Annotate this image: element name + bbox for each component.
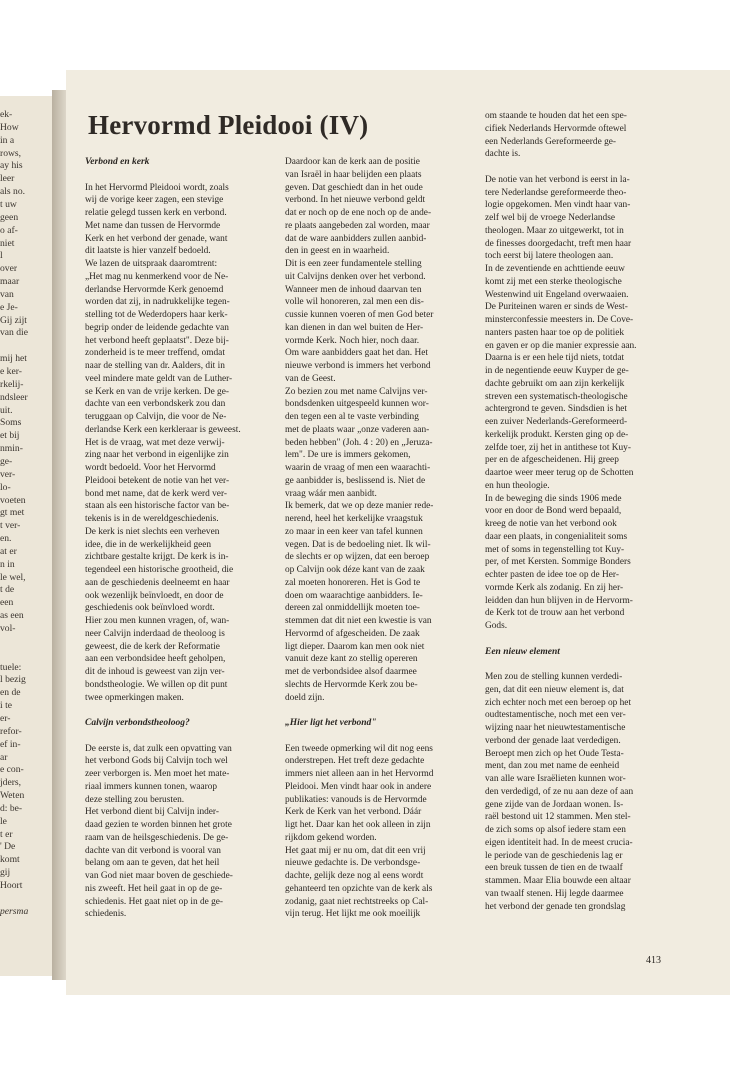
facing-page-fragment: le wel, (0, 571, 26, 583)
facing-page-fragment: ge- (0, 455, 13, 467)
facing-page-fragment: Weten (0, 790, 25, 802)
text-line: aan een verbondsidee heeft geholpen, (85, 654, 226, 665)
text-line: verbond. In het nieuwe verbond geldt (285, 195, 426, 206)
text-line: volle wil honoreren, zal men een dis- (285, 297, 424, 308)
paragraph-gap (485, 658, 671, 671)
text-line: zeer verborgen is. Men moet het mate- (85, 769, 230, 779)
facing-page-fragment: o af- (0, 224, 18, 236)
text-line: op Calvijn ook déze kant van de zaak (285, 565, 425, 575)
text-line: doeld zijn. (285, 692, 325, 703)
text-line: In de beweging die sinds 1906 mede (485, 493, 622, 504)
facing-page-fragment: leer (0, 173, 15, 185)
facing-page-fragment: ndsleer (0, 391, 28, 403)
page-number: 413 (646, 955, 661, 966)
text-line: de slechts er op wijzen, dat een beroep (285, 552, 430, 563)
facing-page-fragment: t ver- (0, 520, 21, 532)
text-line: theologen. Maar zo uitgewerkt, tot in (485, 225, 624, 236)
text-line: van God niet maar boven de geschiede- (85, 871, 233, 881)
facing-page-fragment: ef in- (0, 738, 21, 750)
text-line: gene zijde van de Jordaan wonen. Is- (485, 799, 624, 810)
facing-page-fragment: i te (0, 700, 12, 712)
column-2 (285, 156, 471, 921)
text-line: vormde Kerk. Noch hier, noch daar. (285, 335, 420, 346)
text-line: voor en door de Bond werd bepaald, (485, 506, 622, 517)
text-line: de Kerk tot de trouw aan het verbond (485, 608, 625, 619)
text-line: achtergrond te geven. Sindsdien is het (485, 404, 628, 415)
article-title: Hervormd Pleidooi (IV) (88, 110, 369, 140)
text-line: onderstrepen. Het treft deze gedachte (285, 756, 425, 767)
facing-page-fragment: jders, (0, 777, 22, 789)
text-line: minsterconfessie meesters in. De Cove- (485, 315, 634, 325)
text-line: leidden dan hun blijven in de Hervorm- (485, 595, 633, 606)
text-line: Daardoor kan de kerk aan de positie (285, 157, 420, 167)
facing-page-fragment: rows, (0, 147, 22, 159)
text-line: teruggaan op Calvijn, die voor de Ne- (85, 412, 227, 422)
facing-page-fragment: een (0, 597, 14, 609)
text-line: eigen identiteit had. In de meest crucia- (485, 837, 633, 848)
text-line: geschiedenis ook beïnvloed wordt. (85, 603, 215, 614)
text-line: immers niet alleen aan in het Hervormd (285, 769, 434, 779)
facing-page-fragment: maar (0, 276, 20, 288)
text-line: schiedenis. Het gaat niet op in de ge- (85, 896, 224, 907)
text-line: de finesses doorgedacht, treft men haar (485, 238, 632, 249)
text-line: In de zeventiende en achttiende eeuw (485, 264, 625, 274)
facing-page-fragment: komt (0, 854, 20, 866)
facing-page-fragment: le (0, 815, 7, 827)
text-line: Men zou de stelling kunnen verdedi- (485, 672, 623, 682)
text-line: schiedenis. (85, 909, 127, 920)
facing-page-fragment: d: be- (0, 802, 23, 814)
facing-page-fragment: as een (0, 610, 24, 622)
text-line: daartoe weer meer terug op de Schotten (485, 468, 634, 478)
text-line: neer Calvijn inderdaad de theoloog is (85, 628, 225, 639)
text-line: Dit is een zeer fundamentele stelling (285, 259, 422, 269)
text-line: Een tweede opmerking wil dit nog eens (285, 743, 433, 754)
text-line: Hervormd of afgescheiden. De zaak (285, 628, 420, 639)
text-line: doen om waarachtige aanbidders. Ie- (285, 590, 423, 601)
facing-page-fragment: gt met (0, 507, 25, 519)
facing-page-fragment: in a (0, 134, 15, 146)
text-line: ge aanbidder is, beslissend is. Niet de (285, 475, 426, 486)
text-line: van twaalf stenen. Hij legde daarmee (485, 888, 624, 899)
text-line: een zuiver Nederlands-Gereformeerd- (485, 417, 628, 427)
facing-page-fragment: e ker- (0, 366, 22, 377)
facing-page-fragment: refor- (0, 725, 22, 737)
text-line: bondsdenken uitgespeeld kunnen wor- (285, 399, 429, 410)
text-line: streven een systematisch-theologische (485, 391, 628, 402)
facing-page-fragment: niet (0, 237, 15, 249)
facing-page-fragment: rkelij- (0, 378, 24, 390)
text-line: De notie van het verbond is eerst in la- (485, 174, 630, 185)
text-line: van Israël in haar belijden een plaats (285, 169, 422, 180)
text-line: re plaats aangebeden zal worden, maar (285, 220, 430, 231)
text-line: twee opmerkingen maken. (85, 692, 184, 703)
text-line: uit Calvijns denken over het verbond. (285, 271, 426, 282)
text-line: het verbond Gods bij Calvijn toch wel (85, 756, 228, 767)
text-line: le periode van de geschiedenis lag er (485, 850, 623, 861)
text-line: Gods. (485, 621, 508, 631)
text-line: logie opgekomen. Men vindt haar van- (485, 200, 631, 211)
text-line: Pleidooi betekent de notie van het ver- (85, 475, 230, 486)
text-line: vormde Kerk als zodanig. En zij her- (485, 582, 624, 593)
text-line: tekenis is in de wereldgeschiedenis. (85, 514, 219, 524)
facing-page-fragment: persma (0, 905, 29, 917)
text-line: met of soms in tegenstelling tot Kuy- (485, 544, 625, 555)
text-line: vraag wáár men aanbidt. (285, 488, 377, 499)
paragraph-gap (485, 161, 671, 174)
paragraph-gap (485, 633, 671, 646)
text-line: lem". De ure is immers gekomen, (285, 450, 411, 461)
facing-page-fragment: Gij zijt (0, 314, 27, 326)
text-line: waarin de vraag of men een waarachti- (285, 463, 431, 473)
text-line: Het verbond dient bij Calvijn inder- (85, 807, 219, 818)
text-line: Kerk en het verbond der genade, want (85, 233, 228, 244)
facing-page-fragment: Soms (0, 417, 22, 429)
paragraph-gap (285, 730, 471, 743)
text-line: en gaven er op die manier expressie aan. (485, 340, 637, 351)
text-line: in de negentiende eeuw Kuyper de ge- (485, 366, 629, 376)
paragraph-gap (85, 704, 271, 717)
text-line: aan de geschiedenis deelneemt en haar (85, 577, 230, 588)
text-line: dachte van dit verbond is vooral van (85, 845, 221, 856)
text-line: bondstheologie. We willen op dit punt (85, 679, 228, 690)
text-line: De eerste is, dat zulk een opvatting van (85, 743, 232, 754)
facing-page-fragment: van die (0, 327, 28, 339)
facing-page-fragment: ver- (0, 468, 16, 480)
facing-page-fragment: als no. (0, 186, 26, 198)
paragraph (485, 110, 671, 161)
facing-page-fragment: e Je- (0, 301, 18, 313)
facing-page-fragment: tuele: (0, 661, 22, 673)
text-line: Wanneer men de inhoud daarvan ten (285, 284, 422, 295)
facing-page-fragment: mij het (0, 353, 27, 365)
facing-page-fragment: geen (0, 211, 19, 223)
facing-page-fragment: lo- (0, 481, 11, 493)
text-line: dachte gebruikt om aan zijn kerkelijk (485, 378, 625, 389)
column-1 (85, 156, 271, 921)
text-line: ment, dan zou met name de eenheid (485, 761, 620, 772)
text-line: geven. Dat geschiedt dan in het oude (285, 182, 423, 193)
facing-page-fragment: t er (0, 828, 13, 840)
text-line: Pleidooi. Men vindt haar ook in andere (285, 781, 432, 792)
text-line: We lazen de uitspraak daaromtrent: (85, 259, 218, 269)
facing-page-fragment: at er (0, 545, 17, 557)
facing-page-fragment: over (0, 263, 18, 275)
text-line: den tegen een al te vaste verbinding (285, 412, 419, 422)
text-line: Daarna is er een hele tijd niets, totdat (485, 353, 625, 364)
text-line: om staande te houden dat het een spe- (485, 111, 627, 121)
text-line: publikaties: vanouds is de Hervormde (285, 794, 427, 805)
text-line: dat er noch op de ene noch op de ande- (285, 208, 432, 218)
text-line: stammen. Maar Elia bouwde een altaar (485, 876, 631, 886)
facing-page-fragment: vol- (0, 623, 16, 634)
text-line: „Het mag nu kenmerkend voor de Ne- (85, 271, 229, 282)
text-line: idee, die in de werkelijkheid geen (85, 539, 212, 550)
text-line: en hun theologie. (485, 480, 550, 491)
text-line: zal moeten honoreren. Het is God te (285, 577, 421, 588)
section-heading: Verbond en kerk (85, 157, 150, 167)
facing-page-fragment: Hoort (0, 880, 23, 891)
text-line: begrip onder de leidende gedachte van (85, 322, 229, 333)
text-line: Om ware aanbidders gaat het dan. Het (285, 348, 428, 359)
text-line: dachte, gelijk deze nog al eens wordt (285, 871, 424, 881)
facing-page-fragment: et bij (0, 430, 20, 442)
text-line: zichtbare gestalte krijgt. De kerk is in- (85, 552, 229, 563)
facing-page-fragment: t de (0, 584, 15, 596)
facing-page-fragment: nmin- (0, 443, 23, 455)
text-line: cifiek Nederlands Hervormde oftewel (485, 123, 627, 134)
text-line: daad gezien te worden binnen het grote (85, 820, 232, 830)
paragraph-gap (85, 730, 271, 743)
text-line: van de Geest. (285, 373, 336, 384)
text-line: zelfde toer, zij het in antithese tot Kuy- (485, 442, 631, 453)
text-line: per en de afgescheidenen. Hij greep (485, 455, 619, 466)
text-line: vanuit deze kant zo stellig opereren (285, 654, 418, 665)
text-line: In het Hervormd Pleidooi wordt, zoals (85, 182, 229, 193)
text-line: het verbond heeft geplaatst". Deze bij- (85, 335, 229, 346)
text-line: dachte van een verbondskerk zou dan (85, 399, 226, 410)
paragraph (85, 743, 271, 922)
facing-page-fragment: en de (0, 687, 21, 699)
text-line: komt zij met een sterke theologische (485, 276, 622, 287)
text-line: zich echter noch met een beroep op het (485, 697, 632, 708)
paragraph (485, 174, 671, 633)
text-line: kreeg de notie van het verbond ook (485, 519, 617, 529)
text-line: vegen. Dat is de bedoeling niet. Ik wil- (285, 539, 431, 550)
text-line: dit laatste is hier vanzelf bedoeld. (85, 246, 211, 257)
text-line: Ik bemerk, dat we op deze manier rede- (285, 501, 434, 512)
text-line: se Kerk en van de vrije kerken. De ge- (85, 386, 229, 397)
facing-page-fragment: voeten (0, 494, 26, 506)
text-line: Kerk de Kerk van het verbond. Dáár (285, 807, 422, 818)
text-line: met de plaats waar „onze vaderen aan- (285, 424, 430, 435)
facing-page-fragment: van (0, 288, 14, 300)
facing-page-fragment: uit. (0, 404, 13, 416)
text-line: kerkelijk produkt. Kersten ging op de- (485, 429, 629, 440)
text-line: stelling tot de Wederdopers haar kerk- (85, 310, 228, 320)
text-line: stemmen dat dit niet een kwestie is van (285, 616, 432, 626)
text-line: gehanteerd ten opzichte van de kerk als (285, 883, 433, 894)
facing-page (0, 96, 52, 976)
text-line: zing naar het verbond in eigenlijke zin (85, 450, 229, 461)
text-line: zelf wel bij de vroege Nederlandse (485, 213, 615, 223)
text-line: cussie kunnen voeren of men God beter (285, 310, 434, 320)
text-line: derlandse Kerk een kerkleraar is geweest. (85, 424, 241, 435)
text-line: ook wezenlijk beïnvloedt, en door de (85, 590, 224, 601)
text-line: vijn terug. Het lijkt me ook moeilijk (285, 909, 421, 920)
text-line: van alle ware Israëlieten kunnen wor- (485, 774, 626, 784)
facing-page-fragment: l (0, 250, 3, 262)
text-line: bond met name, dat de kerk werd ver- (85, 488, 227, 499)
text-line: tegendeel een historische grootheid, die (85, 565, 234, 575)
text-line: toch eerst bij latere theologen aan. (485, 251, 614, 262)
facing-page-fragment: l bezig (0, 674, 26, 686)
text-line: Westenwind uit Engeland overwaaien. (485, 289, 629, 300)
text-line: Met name dan tussen de Hervormde (85, 220, 221, 231)
text-line: den verdedigd, of ze nu aan deze of aan (485, 786, 634, 797)
facing-page-fragment: n in (0, 558, 15, 570)
paragraph (485, 671, 671, 913)
paragraph (285, 156, 471, 704)
text-line: nerend, heel het kerkelijke vraagstuk (285, 514, 423, 524)
facing-page-fragment: gij (0, 867, 11, 879)
text-line: de zich soms op alsof iedere stam een (485, 825, 626, 835)
text-line: nieuwe verbond is immers het verbond (285, 361, 431, 371)
text-line: nieuwe gedachte is. De verbondsge- (285, 858, 421, 869)
text-line: tere Nederlandse gereformeerde theo- (485, 187, 627, 198)
text-line: per, of met Kersten. Sommige Bonders (485, 557, 631, 568)
text-line: gen, dat dit een nieuw element is, dat (485, 684, 624, 695)
text-line: dachte is. (485, 149, 521, 160)
text-line: Beroept men zich op het Oude Testa- (485, 748, 624, 759)
facing-page-fragment: e con- (0, 764, 24, 776)
text-line: staan als een historische factor van be- (85, 501, 230, 512)
text-line: een breuk tussen de tien en de twaalf (485, 863, 623, 874)
text-line: veel mindere mate geldt van de Luther- (85, 373, 233, 384)
paragraph-gap (285, 704, 471, 717)
text-line: een Nederlands Gereformeerde ge- (485, 136, 616, 147)
text-line: raël bestond uit 12 stammen. Men stel- (485, 812, 631, 823)
text-line: De Puriteinen waren er sinds de West- (485, 302, 628, 313)
text-line: kan dienen in dan wel buiten de Her- (285, 322, 424, 333)
text-line: den in geest en in waarheid. (285, 246, 390, 257)
text-line: worden dat zij, in nadrukkelijke tegen- (85, 297, 230, 308)
text-line: zo maar in een keer van tafel kunnen (285, 526, 423, 537)
text-line: geweest, die de kerk der Reformatie (85, 641, 220, 652)
text-line: Hier zou men kunnen vragen, of, wan- (85, 616, 230, 626)
text-line: zonderheid is te meer treffend, omdat (85, 348, 225, 359)
text-line: naar de stelling van dr. Aalders, dit in (85, 361, 225, 371)
text-line: rijkdom gekend worden. (285, 832, 377, 843)
text-line: raam van de heilsgeschiedenis. De ge- (85, 832, 229, 843)
paragraph-gap (85, 169, 271, 182)
text-line: wijzing naar het nieuwtestamentische (485, 723, 626, 733)
text-line: belang om aan te geven, dat het heil (85, 858, 220, 869)
text-line: slechts de Hervormde Kerk zou be- (285, 679, 418, 690)
section-heading: „Hier ligt het verbond" (285, 718, 377, 728)
text-line: ligt het. Daar kan het ook alleen in zijn (285, 820, 431, 830)
text-line: nanters pasten haar toe op de politiek (485, 327, 625, 338)
facing-page-fragment: en. (0, 533, 12, 545)
text-line: Zo bezien zou met name Calvijns ver- (285, 386, 428, 397)
text-line: dit de inhoud is geweest van zijn ver- (85, 667, 225, 677)
paragraph (85, 182, 271, 705)
text-line: zodanig, gaat niet rechtstreeks op Cal- (285, 896, 429, 907)
paragraph (285, 743, 471, 922)
text-line: ligt dieper. Daarom kan men ook niet (285, 641, 425, 652)
text-line: Het is de vraag, wat met deze verwij- (85, 437, 225, 448)
text-line: wij de vorige keer zagen, een stevige (85, 195, 224, 206)
text-line: daar een plaats, in congenialiteit soms (485, 531, 628, 542)
text-line: De kerk is niet slechts een verheven (85, 526, 220, 537)
text-line: met de verbondsidee alsof daarmee (285, 667, 417, 677)
facing-page-fragment: t uw (0, 198, 17, 210)
text-line: nis zweeft. Het heil gaat in op de ge- (85, 883, 223, 894)
column-3 (485, 110, 671, 913)
facing-page-fragment: er- (0, 712, 11, 724)
text-line: relatie gelegd tussen kerk en verbond. (85, 208, 227, 218)
section-heading: Een nieuw element (485, 646, 560, 657)
text-line: riaal immers kunnen tonen, waarop (85, 781, 218, 792)
text-line: dat de ware aanbidders zullen aanbid- (285, 233, 427, 244)
section-heading: Calvijn verbondstheoloog? (85, 718, 190, 728)
text-line: echter pasten de idee toe op de Her- (485, 570, 619, 580)
text-line: Het gaat mij er nu om, dat dit een vrij (285, 845, 426, 856)
text-line: oudtestamentische, noch met een ver- (485, 710, 626, 721)
facing-page-fragment: How (0, 121, 19, 133)
facing-page-fragment: ar (0, 751, 8, 763)
facing-page-fragment: ' De (0, 841, 16, 853)
text-line: wordt bedoeld. Voor het Hervormd (85, 463, 216, 473)
text-line: het verbond der genade ten grondslag (485, 901, 626, 912)
facing-page-fragment: ek- (0, 109, 13, 120)
text-line: dereen zal onmiddellijk moeten toe- (285, 603, 420, 614)
text-line: beden hebben" (Joh. 4 : 20) en „Jeruza- (285, 437, 433, 448)
facing-page-fragment: ay his (0, 160, 23, 172)
text-line: derlandse Hervormde Kerk genoemd (85, 284, 224, 295)
text-line: deze stelling zou berusten. (85, 794, 185, 805)
text-line: verbond der genade laat verdedigen. (485, 735, 621, 746)
